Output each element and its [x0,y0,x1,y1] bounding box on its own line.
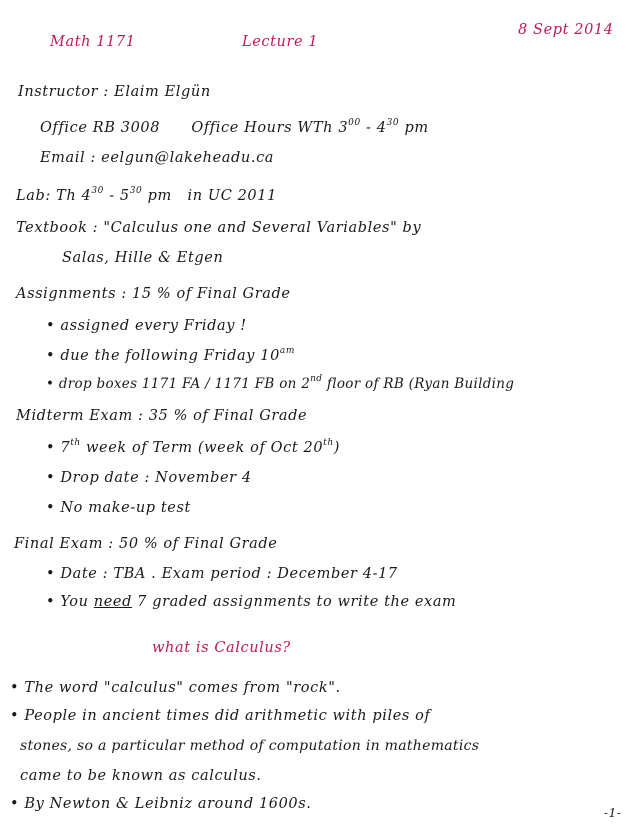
instructor-line [18,84,211,100]
page-number: -1- [604,806,622,820]
calculus-point-3: • By Newton & Leibniz around 1600s. [10,796,312,812]
office-hours-label: Office Hours WTh [191,120,334,136]
lecture-title: Lecture 1 [242,34,319,50]
calculus-point-1: • The word "calculus" comes from "rock". [10,680,341,696]
midterm-bullet-2: • Drop date : November 4 [46,470,252,486]
assignments-title: Assignments : 15 % of Final Grade [16,286,291,302]
calculus-point-2-line-2: stones, so a particular method of computation in mathematics [20,738,480,754]
textbook-authors: Salas, Hille & Etgen [62,250,224,266]
final-bullet-2: • You need 7 graded assignments to write the exam [46,594,457,610]
instructor-name: Elaim Elgün [114,84,211,100]
midterm-bullet-3: • No make-up test [46,500,191,516]
email-label: Email : [40,150,96,166]
midterm-bullet-1: • 7th week of Term (week of Oct 20th) [46,438,341,456]
email-address: eelgun@lakeheadu.ca [101,150,275,166]
calculus-heading: what is Calculus? [152,640,291,656]
assignments-bullet-1: • assigned every Friday ! [46,318,247,334]
office-line: Office RB 3008 Office Hours WTh $3^{00} - 4^{30}$ pm [40,118,429,136]
calculus-point-2-line-1: • People in ancient times did arithmetic with piles of [10,708,431,724]
lab-line: Lab: Th $4^{30} - 5^{30}$ pm in UC 2011 [16,186,277,204]
lecture-date: 8 Sept 2014 [518,22,614,38]
instructor-label: Instructor : [18,84,109,100]
office-room: Office RB 3008 [40,120,161,136]
midterm-title: Midterm Exam : 35 % of Final Grade [16,408,308,424]
course-code: Math 1171 [50,34,136,50]
textbook-line: Textbook : "Calculus one and Several Variables" by [16,220,422,236]
lab-room: in UC 2011 [187,188,277,204]
need-underlined: need [93,594,132,610]
final-bullet-1: • Date : TBA . Exam period : December 4-17 [46,566,398,582]
assignments-bullet-3: • drop boxes 1171 FA / 1171 FB on 2nd floor of RB (Ryan Building [46,374,515,392]
final-title: Final Exam : 50 % of Final Grade [14,536,278,552]
calculus-point-2-line-3: came to be known as calculus. [20,768,262,784]
assignments-bullet-2: • due the following Friday $10^{am}$ [46,346,296,364]
email-line [40,150,274,166]
